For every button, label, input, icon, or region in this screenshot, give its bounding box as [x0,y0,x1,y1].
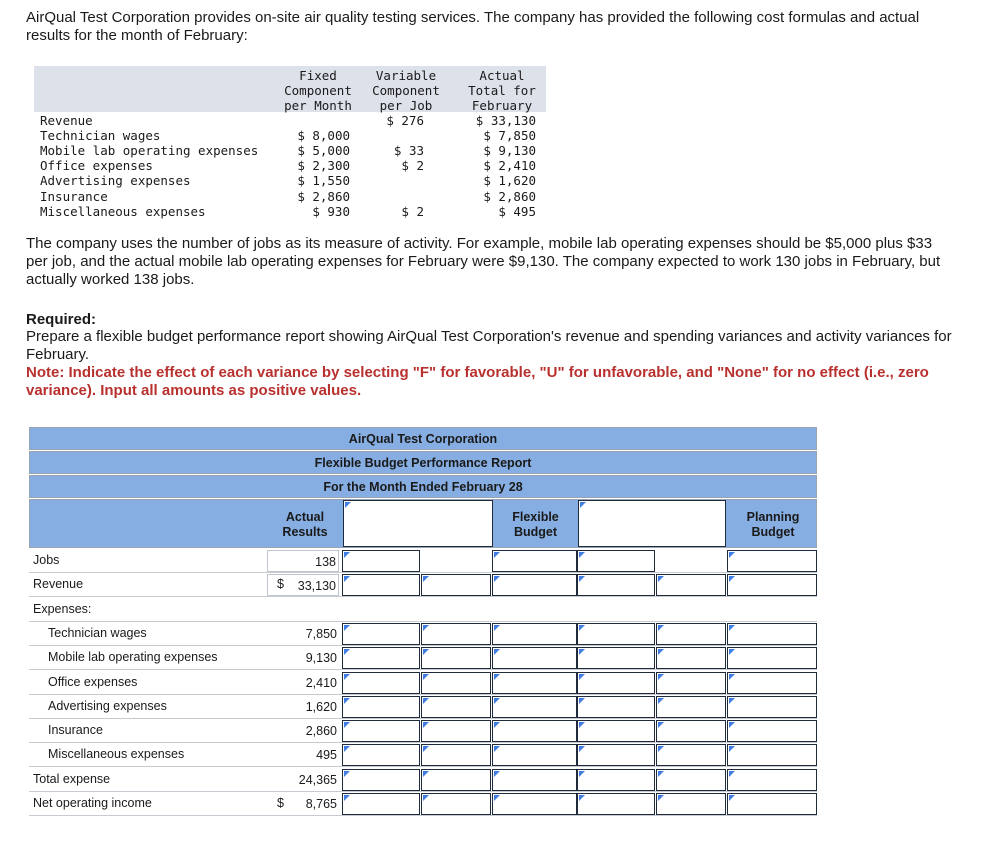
report-input-cell[interactable] [656,769,726,791]
report-input-cell[interactable] [577,623,655,645]
report-row [29,671,817,695]
report-input-cell[interactable] [577,720,655,742]
report-input-cell[interactable] [421,720,491,742]
report-row [29,695,817,719]
cost-row-label: Advertising expenses [40,173,191,189]
cost-row-fixed: $ 8,000 [297,128,350,144]
cost-row-variable: $ 2 [401,158,424,174]
report-input-cell[interactable] [342,769,420,791]
report-column-header-row [29,499,817,548]
report-input-cell[interactable] [342,672,420,694]
report-row [29,646,817,670]
row-label: Mobile lab operating expenses [48,650,218,665]
cost-row-fixed: $ 1,550 [297,173,350,189]
col-header-actual-results: Actual Results [282,510,328,539]
actual-results-value: 2,410 [305,675,337,690]
report-input-cell[interactable] [577,744,655,766]
row-label: Miscellaneous expenses [48,747,185,762]
report-input-cell[interactable] [492,647,577,669]
row-label: Jobs [33,553,60,567]
cost-row-fixed: $ 2,300 [297,158,350,174]
report-title: Flexible Budget Performance Report [29,451,817,474]
report-input-cell[interactable] [342,550,420,572]
cost-formula-table [34,66,546,218]
row-label: Net operating income [33,796,152,810]
report-input-cell[interactable] [421,793,491,815]
cost-row-fixed: $ 5,000 [297,143,350,159]
report-input-cell[interactable] [656,647,726,669]
report-input-cell[interactable] [342,647,420,669]
report-input-cell[interactable] [492,769,577,791]
report-input-cell[interactable] [342,744,420,766]
note-text: Note: Indicate the effect of each variance by selecting "F" for favorable, "U" for unfavorable, and "None" for no effect (i.e., zero variance). Input all amounts as positive values. [26,364,929,399]
report-input-cell[interactable] [656,744,726,766]
report-input-cell[interactable] [577,769,655,791]
cost-row-actual: $ 2,410 [483,158,536,174]
actual-results-value: 8,765 [305,797,337,811]
actual-results-value: 33,130 [267,574,339,596]
report-row [29,549,817,573]
actual-results-value: 24,365 [298,772,337,787]
header-actual-total: Actual Total for February [468,68,536,113]
report-input-cell[interactable] [727,696,817,718]
report-input-cell[interactable] [577,672,655,694]
report-input-cell[interactable] [492,672,577,694]
report-input-cell[interactable] [577,793,655,815]
col-header-flexible-budget: Flexible Budget [512,510,559,539]
required-text: Prepare a flexible budget performance report showing AirQual Test Corporation's revenue and spending variances and activity variances for February. [26,328,952,363]
report-input-cell[interactable] [421,696,491,718]
col-header-planning-budget: Planning Budget [746,510,800,539]
actual-results-value: 495 [316,748,337,763]
cost-row-label: Mobile lab operating expenses [40,143,259,159]
actual-results-value: 1,620 [305,699,337,714]
report-input-cell[interactable] [727,623,817,645]
report-input-cell[interactable] [727,647,817,669]
cost-row-variable: $ 2 [401,203,424,219]
report-input-cell[interactable] [656,696,726,718]
report-input-cell[interactable] [342,574,420,596]
report-input-cell[interactable] [727,793,817,815]
report-row [29,792,817,816]
cost-row-actual: $ 33,130 [475,113,536,128]
report-input-cell[interactable] [492,550,577,572]
report-input-cell[interactable] [492,696,577,718]
report-input-cell[interactable] [656,793,726,815]
report-input-cell[interactable] [421,623,491,645]
report-input-cell[interactable] [727,769,817,791]
report-input-cell[interactable] [421,672,491,694]
cost-row-label: Miscellaneous expenses [40,203,206,219]
cost-row-actual: $ 495 [498,203,536,219]
actual-results-value: 7,850 [305,626,337,641]
cost-row-actual: $ 2,860 [483,188,536,204]
currency-sign: $ [277,796,284,810]
report-input-cell[interactable] [492,623,577,645]
activity-description: The company uses the number of jobs as its measure of activity. For example, mobile lab operating expenses should be $5,000 plus $33 per job, and the actual mobile lab operating expenses for February were $9,130. The company expected to work 130 jobs in February, but actually worked 138 jobs. [26,235,941,288]
row-label: Total expense [33,771,111,786]
cost-row-actual: $ 9,130 [483,143,536,159]
report-input-cell[interactable] [727,720,817,742]
report-input-cell[interactable] [342,720,420,742]
report-row [29,622,817,646]
required-heading: Required: [26,311,97,328]
report-row [29,719,817,743]
report-input-cell[interactable] [492,793,577,815]
report-input-cell[interactable] [727,672,817,694]
cost-row-fixed: $ 930 [312,203,350,219]
actual-results-value: 2,860 [305,724,337,739]
report-input-cell[interactable] [577,574,655,596]
actual-results-value: 138 [267,550,339,572]
report-input-cell[interactable] [421,574,491,596]
row-label: Expenses: [33,601,92,616]
report-input-cell[interactable] [577,696,655,718]
report-input-cell[interactable] [656,623,726,645]
cost-row-label: Insurance [40,188,108,204]
report-company-title: AirQual Test Corporation [29,427,817,450]
row-label: Technician wages [48,625,147,640]
cost-row-variable: $ 276 [386,113,424,128]
cost-row-label: Technician wages [40,128,161,144]
cost-row-label: Revenue [40,113,93,128]
report-input-cell[interactable] [656,672,726,694]
report-input-cell[interactable] [421,744,491,766]
report-row [29,573,817,597]
performance-report [29,427,819,817]
intro-text: AirQual Test Corporation provides on-site air quality testing services. The company has provided the following cost formulas and actual results for the month of February: [26,9,920,44]
report-input-cell[interactable] [492,744,577,766]
report-input-cell[interactable] [342,623,420,645]
report-input-cell[interactable] [421,769,491,791]
cost-row-fixed: $ 2,860 [297,188,350,204]
header-variable-component: Variable Component per Job [372,68,440,113]
report-input-cell[interactable] [727,574,817,596]
actual-results-value: 9,130 [305,651,337,666]
report-input-cell[interactable] [421,647,491,669]
report-input-cell[interactable] [577,647,655,669]
row-label: Advertising expenses [48,698,167,713]
report-input-cell[interactable] [342,793,420,815]
report-input-cell[interactable] [656,720,726,742]
row-label: Revenue [33,577,84,592]
report-input-cell[interactable] [727,550,817,572]
col-header-dropdown-1[interactable] [343,500,493,547]
report-input-cell[interactable] [577,550,655,572]
report-row [29,768,817,792]
cost-row-label: Office expenses [40,158,153,174]
report-period: For the Month Ended February 28 [29,475,817,498]
report-input-cell[interactable] [656,574,726,596]
col-header-dropdown-2[interactable] [578,500,726,547]
currency-sign: $ [277,577,284,592]
row-label: Office expenses [48,674,138,689]
report-input-cell[interactable] [492,720,577,742]
header-fixed-component: Fixed Component per Month [284,68,352,113]
cost-row-actual: $ 1,620 [483,173,536,189]
row-label: Insurance [48,723,103,738]
report-row [29,598,817,622]
report-input-cell[interactable] [342,696,420,718]
report-input-cell[interactable] [727,744,817,766]
report-input-cell[interactable] [492,574,577,596]
cost-row-actual: $ 7,850 [483,128,536,144]
cost-row-variable: $ 33 [393,143,424,159]
report-row [29,743,817,767]
